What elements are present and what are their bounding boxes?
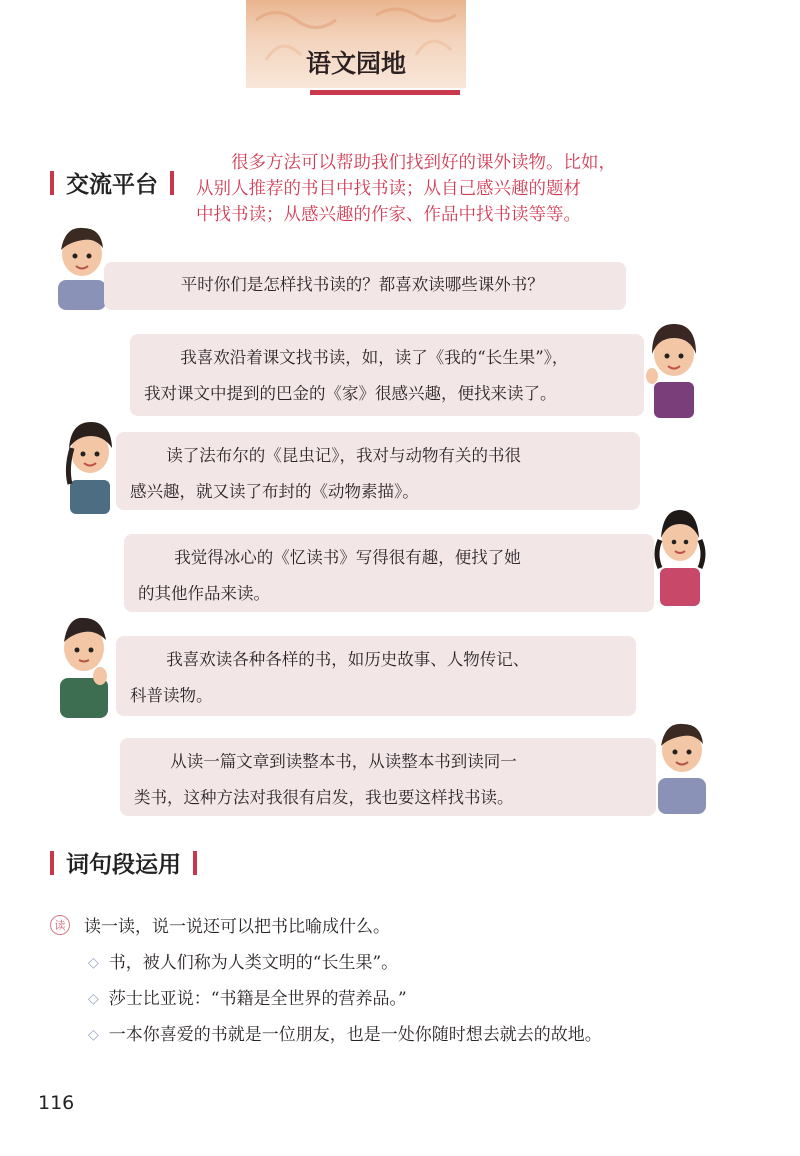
diamond-icon: ◇: [88, 1027, 99, 1043]
label-bar-right: [170, 171, 174, 195]
dialogue-bubble: [104, 262, 626, 310]
dialogue-line: 平时你们是怎样找书读的？都喜欢读哪些课外书？: [180, 275, 544, 294]
page-number: 116: [38, 1092, 75, 1114]
boy-avatar-icon: [650, 718, 714, 814]
dialogue-line: 我喜欢沿着课文找书读，如，读了《我的“长生果”》，: [180, 348, 569, 367]
section-label-vocab: [50, 846, 197, 879]
label-bar-left: [50, 851, 54, 875]
girl-pigtails-avatar-icon: [650, 506, 710, 606]
dialogue-bubble: [130, 334, 644, 416]
dialogue-line: 类书，这种方法对我很有启发，我也要这样找书读。: [134, 788, 514, 807]
intro-paragraph: [196, 150, 656, 228]
dialogue-line: 我喜欢读各种各样的书，如历史故事、人物传记、: [166, 650, 530, 669]
diamond-icon: ◇: [88, 955, 99, 971]
list-item: [88, 981, 602, 1017]
section-label-text: 交流平台: [66, 172, 158, 198]
read-circle-icon: 读: [50, 915, 70, 935]
intro-line: 很多方法可以帮助我们找到好的课外读物。比如，: [231, 153, 616, 173]
list-item: [88, 945, 602, 981]
vocab-question-text: 读一读，说一说还可以把书比喻成什么。: [84, 917, 390, 937]
section-label-text: 词句段运用: [66, 852, 181, 878]
label-bar-right: [193, 851, 197, 875]
dialogue-line: 的其他作品来读。: [138, 584, 270, 603]
dialogue-line: 从读一篇文章到读整本书，从读整本书到读同一: [170, 752, 517, 771]
boy-thinking-avatar-icon: [52, 612, 120, 718]
title-underline: [310, 90, 460, 95]
vocab-list: [88, 945, 602, 1053]
dialogue-bubble: [116, 432, 640, 510]
vocab-exercise: [50, 912, 602, 1053]
dialogue-line: 科普读物。: [130, 686, 213, 705]
dialogue-bubble: [124, 534, 654, 612]
list-item-text: 一本你喜爱的书就是一位朋友，也是一处你随时想去就去的故地。: [108, 1025, 602, 1045]
diamond-icon: ◇: [88, 991, 99, 1007]
dialogue-line: 读了法布尔的《昆虫记》，我对与动物有关的书很: [166, 446, 522, 465]
dialogue-line: 我觉得冰心的《忆读书》写得很有趣，便找了她: [174, 548, 521, 567]
dialogue-bubble: [120, 738, 656, 816]
header-banner: [246, 0, 466, 88]
page-title: 语文园地: [305, 49, 406, 78]
section-label-exchange: [50, 166, 174, 199]
dialogue-bubble: [116, 636, 636, 716]
label-bar-left: [50, 171, 54, 195]
dialogue-line: 我对课文中提到的巴金的《家》很感兴趣，便找来读了。: [144, 384, 557, 403]
list-item: [88, 1017, 602, 1053]
dialogue-line: 感兴趣，就又读了布封的《动物素描》。: [130, 482, 419, 501]
list-item-text: 书，被人们称为人类文明的“长生果”。: [108, 953, 399, 973]
vocab-question: [50, 912, 602, 937]
intro-line: 从别人推荐的书目中找书读；从自己感兴趣的题材: [196, 179, 581, 199]
intro-line: 中找书读；从感兴趣的作家、作品中找书读等等。: [196, 205, 581, 225]
girl-avatar-icon: [638, 318, 710, 418]
list-item-text: 莎士比亚说：“书籍是全世界的营养品。”: [108, 989, 407, 1009]
